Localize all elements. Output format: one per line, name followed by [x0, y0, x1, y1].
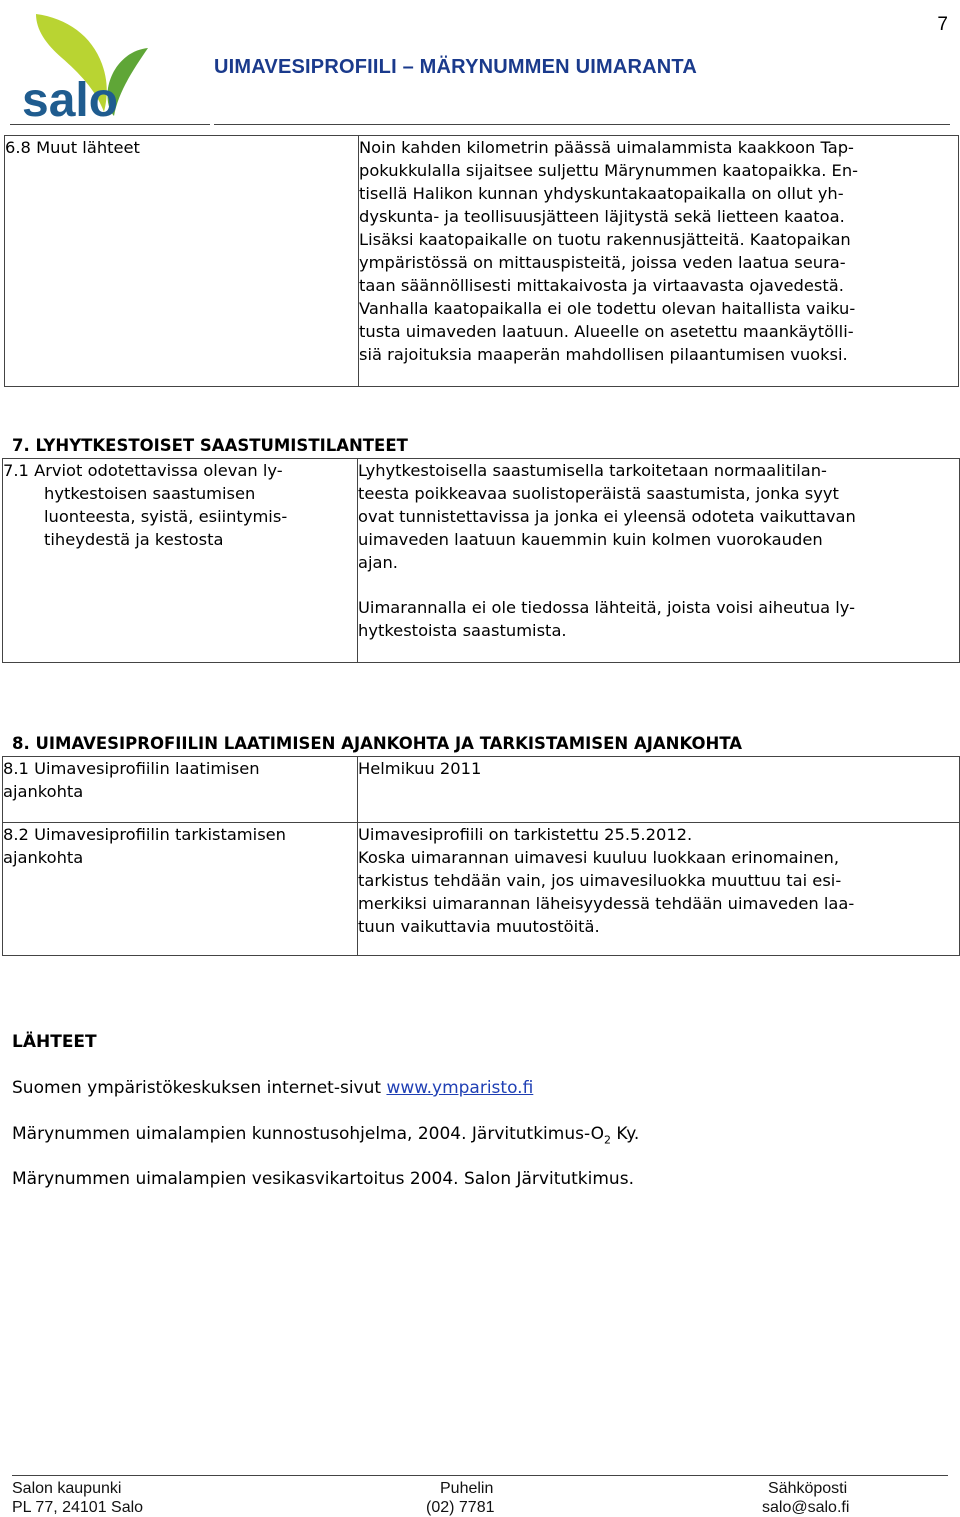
table-row — [3, 823, 960, 956]
text-line: siä rajoituksia maaperän mahdollisen pilaantumisen vuoksi. — [359, 345, 848, 364]
row-label — [3, 459, 358, 663]
logo-wordmark: salo — [22, 74, 119, 124]
text-line: tuun vaikuttavia muutostöitä. — [358, 917, 600, 936]
page-number: 7 — [937, 14, 948, 35]
table-7 — [2, 458, 960, 663]
row-label — [3, 823, 358, 956]
footer-divider — [12, 1475, 948, 1476]
table-6-8 — [4, 135, 959, 387]
footer-org-address: PL 77, 24101 Salo — [12, 1499, 144, 1516]
row-label — [5, 136, 359, 387]
text-line: merkiksi uimarannan läheisyydessä tehdään uimaveden laa- — [358, 894, 855, 913]
text-line: Noin kahden kilometrin päässä uimalammista kaakkoon Tap- — [359, 138, 854, 157]
prepared-date: Helmikuu 2011 — [358, 759, 482, 778]
header-divider — [214, 124, 950, 125]
row-content — [359, 136, 959, 387]
text-line: Vanhalla kaatopaikalla ei ole todettu olevan haitallista vaiku- — [359, 299, 856, 318]
text-line: Koska uimarannan uimavesi kuuluu luokkaan erinomainen, — [358, 848, 840, 867]
table-row — [5, 136, 959, 387]
ymparisto-link[interactable]: www.ymparisto.fi — [386, 1078, 534, 1098]
document-title: UIMAVESIPROFIILI – MÄRYNUMMEN UIMARANTA — [214, 56, 697, 78]
text-line: tisellä Halikon kunnan yhdyskuntakaatopaikalla on ollut yh- — [359, 184, 844, 203]
text-line: teesta poikkeavaa suolistoperäistä saastumista, jonka syyt — [358, 484, 839, 503]
salo-logo — [22, 12, 154, 124]
row-label — [3, 757, 358, 823]
reference-3: Märynummen uimalampien vesikasvikartoitus 2004. Salon Järvitutkimus. — [12, 1169, 634, 1189]
text-line: uimaveden laatuun kauemmin kuin kolmen vuorokauden — [358, 530, 823, 549]
text-line: tusta uimaveden laatuun. Alueelle on asetettu maankäytölli- — [359, 322, 854, 341]
label-line: luonteesta, syistä, esiintymis- — [44, 507, 288, 526]
section-6-8-label: 6.8 Muut lähteet — [5, 138, 140, 157]
text-line: hytkestoista saastumista. — [358, 621, 567, 640]
reference-1 — [12, 1078, 533, 1098]
footer-org-name: Salon kaupunki — [12, 1480, 122, 1497]
label-line: 8.1 Uimavesiprofiilin laatimisen — [3, 759, 260, 778]
table-8 — [2, 756, 960, 956]
label-line: 8.2 Uimavesiprofiilin tarkistamisen — [3, 825, 287, 844]
label-line: ajankohta — [3, 848, 84, 867]
row-content — [358, 823, 960, 956]
text-line: ympäristössä on mittauspisteitä, joissa veden laatua seura- — [359, 253, 846, 272]
footer-email-value: salo@salo.fi — [762, 1499, 850, 1516]
text-line: Uimarannalla ei ole tiedossa lähteitä, joista voisi aiheutua ly- — [358, 598, 856, 617]
section-8-heading: 8. UIMAVESIPROFIILIN LAATIMISEN AJANKOHTA JA TARKISTAMISEN AJANKOHTA — [12, 734, 743, 753]
table-row — [3, 459, 960, 663]
subscript-2: 2 — [603, 1133, 611, 1147]
text-line: taan säännöllisesti mittakaivosta ja virtaavasta ojavedestä. — [359, 276, 844, 295]
text-line: Lyhytkestoisella saastumisella tarkoitetaan normaalitilan- — [358, 461, 827, 480]
section-7-heading: 7. LYHYTKESTOISET SAASTUMISTILANTEET — [12, 436, 408, 455]
row-content — [358, 459, 960, 663]
label-line: tiheydestä ja kestosta — [44, 530, 224, 549]
footer-phone-value: (02) 7781 — [426, 1499, 495, 1516]
text-line: tarkistus tehdään vain, jos uimavesiluokka muuttuu tai esi- — [358, 871, 842, 890]
reference-2 — [12, 1124, 639, 1146]
table-row — [3, 757, 960, 823]
text-line: ajan. — [358, 553, 398, 572]
label-line: ajankohta — [3, 782, 84, 801]
text-line: ovat tunnistettavissa ja jonka ei yleensä odoteta vaikuttavan — [358, 507, 856, 526]
text-line: Lisäksi kaatopaikalle on tuotu rakennusjätteitä. Kaatopaikan — [359, 230, 851, 249]
label-line: 7.1 Arviot odotettavissa olevan ly- — [3, 461, 283, 480]
reference-text: Märynummen uimalampien kunnostusohjelma, 2004. Järvitutkimus-O — [12, 1124, 604, 1144]
label-line: hytkestoisen saastumisen — [44, 484, 256, 503]
sources-heading: LÄHTEET — [12, 1032, 97, 1052]
footer-email-label: Sähköposti — [768, 1480, 848, 1497]
text-line: dyskunta- ja teollisuusjätteen läjitystä sekä lietteen kaatoa. — [359, 207, 845, 226]
row-content — [358, 757, 960, 823]
reference-text-end: Ky. — [610, 1124, 640, 1144]
footer-phone-label: Puhelin — [440, 1480, 494, 1497]
reference-text: Suomen ympäristökeskuksen internet-sivut — [12, 1078, 387, 1098]
header-divider-left — [10, 124, 210, 125]
text-line: pokukkulalla sijaitsee suljettu Märynummen kaatopaikka. En- — [359, 161, 859, 180]
text-line: Uimavesiprofiili on tarkistettu 25.5.2012. — [358, 825, 693, 844]
